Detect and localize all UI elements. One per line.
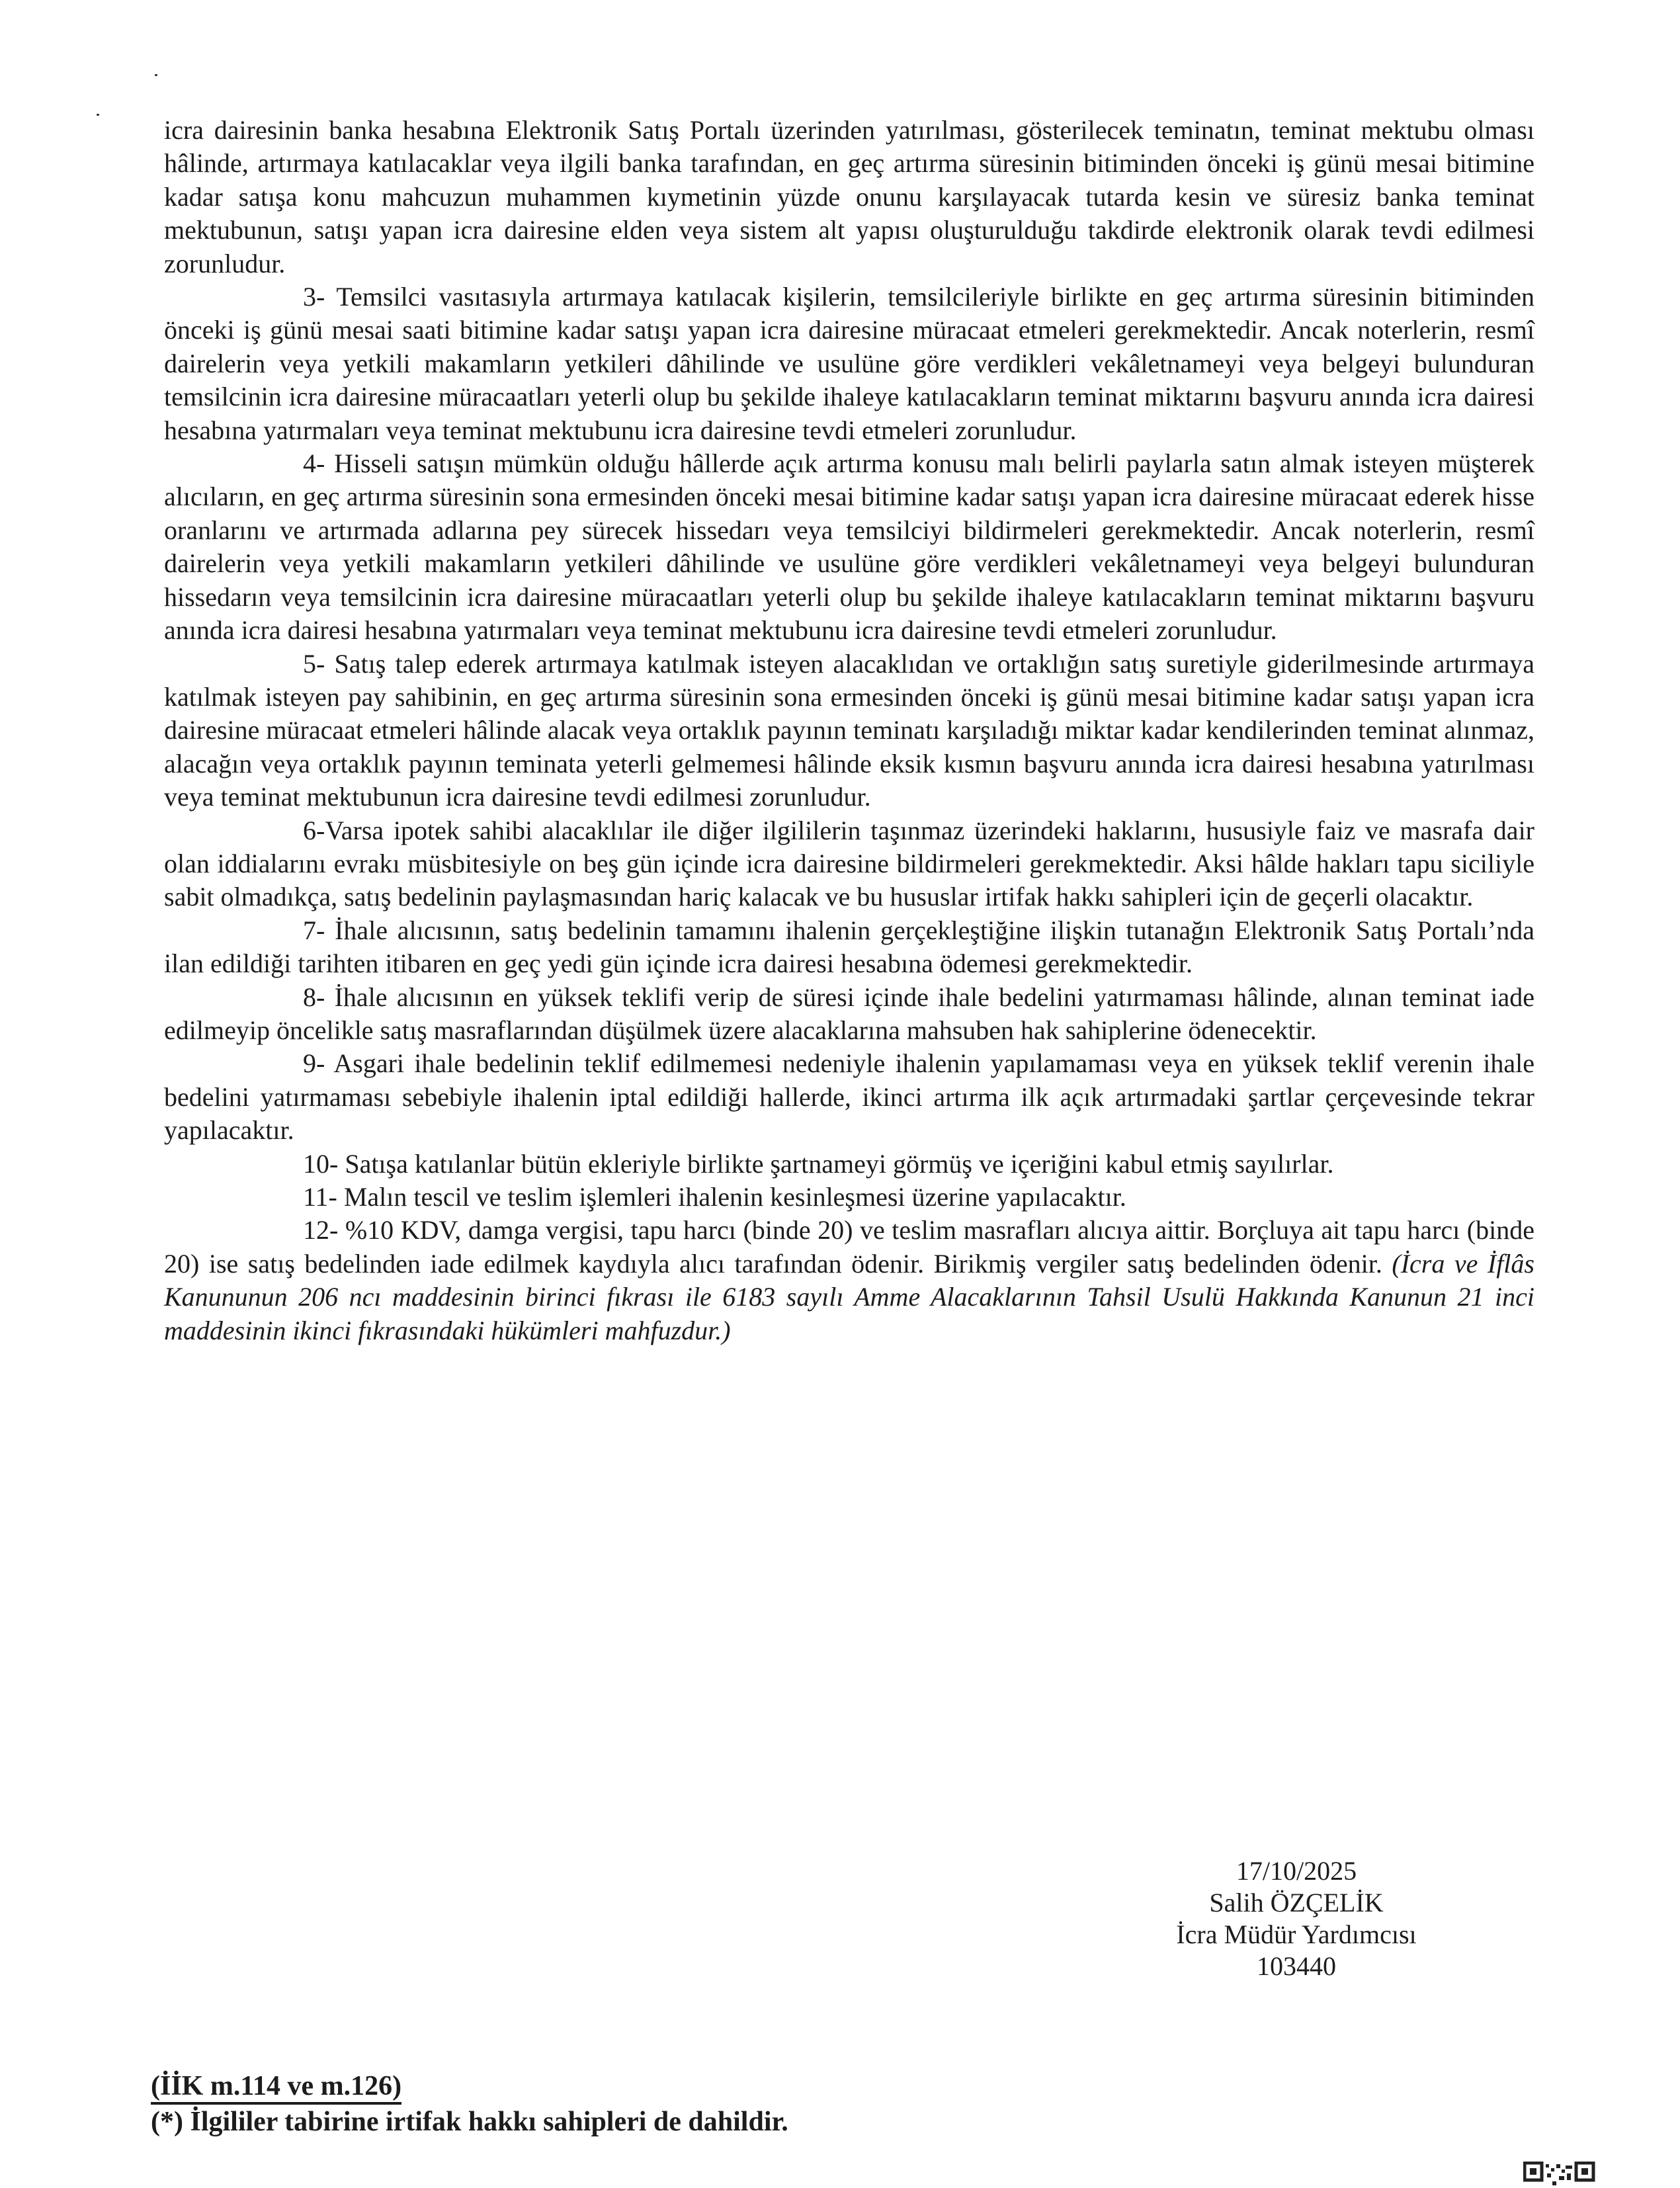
signature-block	[1124, 1855, 1468, 1982]
paragraph-4: 4- Hisseli satışın mümkün olduğu hâllerde açık artırma konusu malı belirli paylarla satın almak isteyen müşterek alıcıların, en geç artırma süresinin sona ermesinden önceki mesai bitimine kadar satışı yapan icra dairesine müracaat ederek hisse oranlarını ve artırmada adlarına pey sürecek hissedarı veya temsilciyi bildirmeleri gerekmektedir. Ancak noterlerin, resmî dairelerin veya yetkili makamların yetkileri dâhilinde ve usulüne göre verdikleri vekâletnameyi veya belgeyi bulunduran hissedarın veya temsilcinin icra dairesine müracaatları yeterli olup bu şekilde ihaleye katılacakların teminat miktarını başvuru anında icra dairesi hesabına yatırmaları veya teminat mektubunu icra dairesine tevdi etmeleri zorunludur.	[164, 448, 1534, 646]
legal-reference: (İİK m.114 ve m.126)	[151, 2070, 401, 2105]
paragraph-12	[164, 1214, 1534, 1347]
paragraph-10: 10- Satışa katılanlar bütün ekleriyle birlikte şartnameyi görmüş ve içeriğini kabul etmiş sayılırlar.	[303, 1148, 1334, 1179]
paragraph-8: 8- İhale alıcısının en yüksek teklifi verip de süresi içinde ihale bedelini yatırmaması hâlinde, alınan teminat iade edilmeyip öncelikle satış masraflarından düşülmek üzere alacaklarına mahsuben hak sahiplerine ödenecektir.	[164, 982, 1534, 1045]
paragraph-12-legal-note: (İcra ve İflâs Kanununun 206 ncı maddesinin birinci fıkrası ile 6183 sayılı Amme Alacaklarının Tahsil Usulü Hakkında Kanunun 21 inci maddesinin ikinci fıkrasındaki hükümleri mahfuzdur.)	[164, 1248, 1534, 1345]
scan-speck	[155, 74, 157, 76]
footer	[151, 2070, 788, 2138]
paragraph-11: 11- Malın tescil ve teslim işlemleri ihalenin kesinleşmesi üzerine yapılacaktır.	[303, 1182, 1126, 1212]
qr-code-icon	[1523, 2162, 1596, 2188]
paragraph-6: 6-Varsa ipotek sahibi alacaklılar ile diğer ilgililerin taşınmaz üzerindeki haklarını, hususiyle faiz ve masrafa dair olan iddialarını evrakı müsbitesiyle on beş gün içinde icra dairesine bildirmeleri gerekmektedir. Aksi hâlde hakları tapu siciliyle sabit olmadıkça, satış bedelinin paylaşmasından hariç kalacak ve bu hususlar irtifak hakkı sahipleri için de geçerli olacaktır.	[164, 815, 1534, 912]
scan-speck	[97, 114, 99, 116]
signature-date: 17/10/2025	[1236, 1856, 1357, 1886]
signature-id: 103440	[1257, 1951, 1336, 1981]
footnote: (*) İlgililer tabirine irtifak hakkı sahipleri de dahildir.	[151, 2107, 788, 2137]
paragraph-5: 5- Satış talep ederek artırmaya katılmak isteyen alacaklıdan ve ortaklığın satış suretiyle giderilmesinde artırmaya katılmak isteyen pay sahibinin, en geç artırma süresinin sona ermesinden önceki iş günü mesai bitimine kadar satışı yapan icra dairesine müracaat etmeleri hâlinde alacak veya ortaklık payının teminatı karşıladığı miktar kadar kendilerinden teminat alınmaz, alacağın veya ortaklık payının teminata yeterli gelmemesi hâlinde eksik kısmın başvuru anında icra dairesi hesabına yatırılması veya teminat mektubunun icra dairesine tevdi edilmesi zorunludur.	[164, 648, 1534, 812]
paragraph-continuation: icra dairesinin banka hesabına Elektronik Satış Portalı üzerinden yatırılması, gösterilecek teminatın, teminat mektubu olması hâlinde, artırmaya katılacaklar veya ilgili banka tarafından, en geç artırma süresinin bitiminden önceki iş günü mesai bitimine kadar satışa konu mahcuzun muhammen kıymetinin yüzde onunu karşılayacak tutarda kesin ve süresiz banka teminat mektubunun, satışı yapan icra dairesine elden veya sistem alt yapısı oluşturulduğu takdirde elektronik olarak tevdi edilmesi zorunludur.	[164, 115, 1534, 278]
signature-name: Salih ÖZÇELİK	[1209, 1888, 1384, 1917]
paragraph-12-text: 12- %10 KDV, damga vergisi, tapu harcı (binde 20) ve teslim masrafları alıcıya aittir. Borçluya ait tapu harcı (binde 20) ise satış bedelinden iade edilmek kaydıyla alıcı tarafından ödenir. Birikmiş vergiler satış bedelinden ödenir.	[164, 1215, 1534, 1279]
paragraph-9: 9- Asgari ihale bedelinin teklif edilmemesi nedeniyle ihalenin yapılamaması veya en yüksek teklif verenin ihale bedelini yatırmaması sebebiyle ihalenin iptal edildiği hallerde, ikinci artırma ilk açık artırmadaki şartlar çerçevesinde tekrar yapılacaktır.	[164, 1048, 1534, 1146]
paragraph-7: 7- İhale alıcısının, satış bedelinin tamamını ihalenin gerçekleştiğine ilişkin tutanağın Elektronik Satış Portalı’nda ilan edildiği tarihten itibaren en geç yedi gün içinde icra dairesi hesabına ödemesi gerekmektedir.	[164, 915, 1534, 979]
signature-title: İcra Müdür Yardımcısı	[1176, 1919, 1417, 1949]
paragraph-3: 3- Temsilci vasıtasıyla artırmaya katılacak kişilerin, temsilcileriyle birlikte en geç artırma süresinin bitiminden önceki iş günü mesai saati bitimine kadar satışı yapan icra dairesine müracaat etmeleri gerekmektedir. Ancak noterlerin, resmî dairelerin veya yetkili makamların yetkileri dâhilinde ve usulüne göre verdikleri vekâletnameyi veya belgeyi bulunduran temsilcinin icra dairesine müracaatları yeterli olup bu şekilde ihaleye katılacakların teminat miktarını başvuru anında icra dairesi hesabına yatırmaları veya teminat mektubunu icra dairesine tevdi etmeleri zorunludur.	[164, 282, 1534, 445]
document-body	[164, 114, 1534, 1347]
